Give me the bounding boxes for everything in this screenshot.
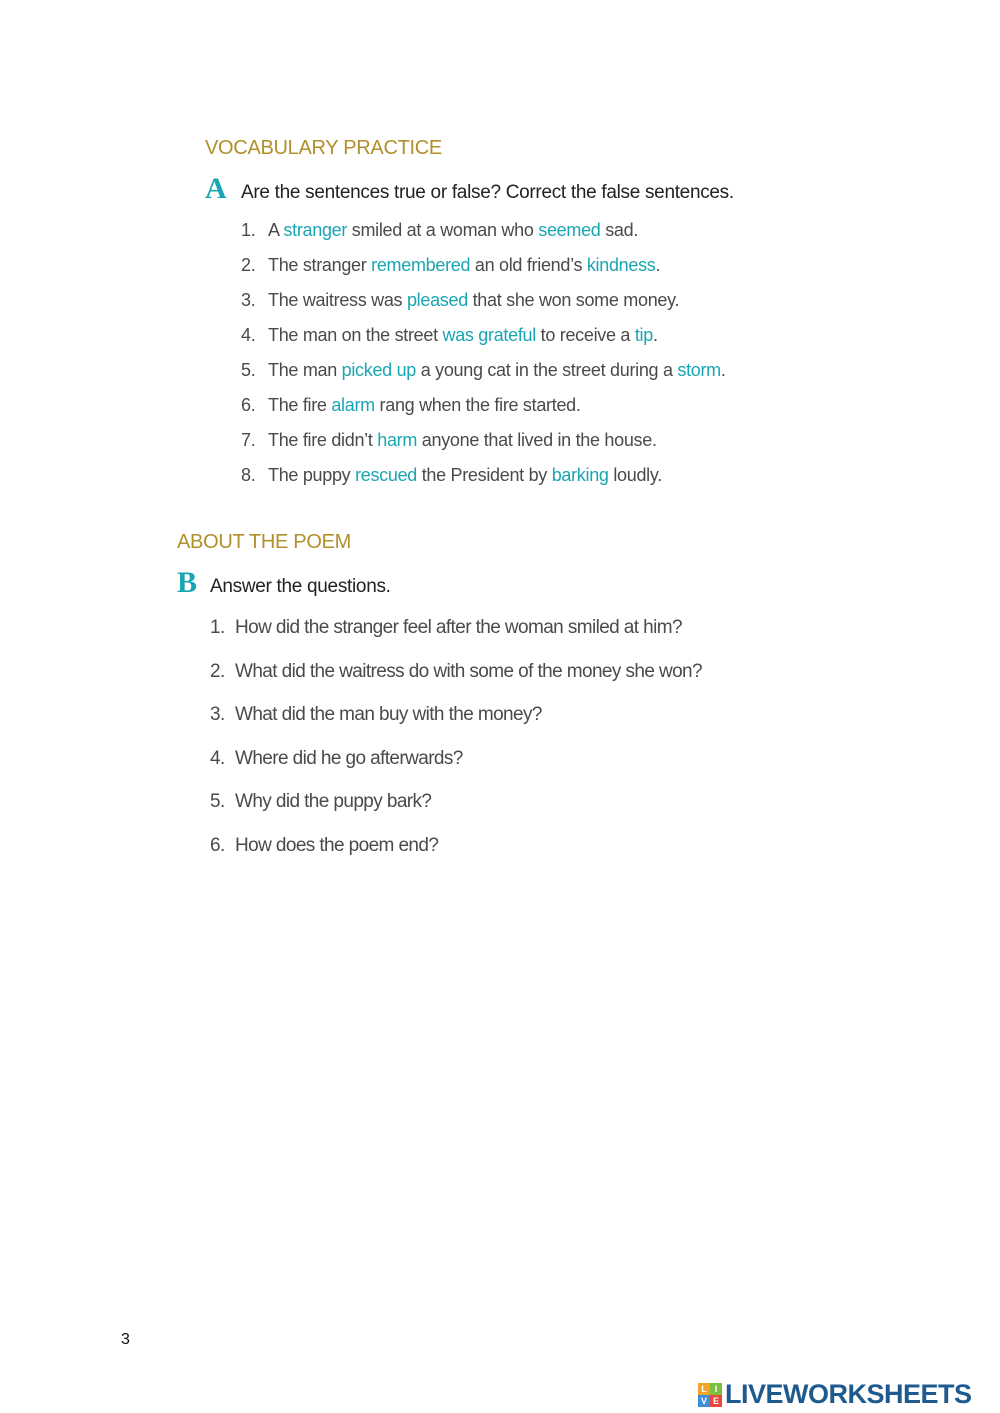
- vocabulary-word: barking: [551, 465, 609, 485]
- question-item: [210, 788, 702, 832]
- question-item: [210, 701, 702, 745]
- sentence-item: [241, 356, 734, 391]
- vocabulary-word: kindness: [586, 255, 656, 275]
- sentence-text: rang when the fire started.: [374, 395, 581, 415]
- vocabulary-word: stranger: [283, 220, 348, 240]
- vocabulary-word: was grateful: [442, 325, 536, 345]
- sentence-text: sad.: [600, 220, 639, 240]
- instruction-text: Answer the questions.: [210, 576, 391, 597]
- sentence-text: The fire didn’t: [268, 430, 378, 450]
- vocabulary-word: rescued: [355, 465, 417, 485]
- question-text: How does the poem end?: [235, 834, 439, 856]
- item-number: 8.: [241, 465, 256, 485]
- item-number: 3.: [210, 704, 225, 726]
- question-list: [210, 614, 702, 876]
- sentence-text: .: [655, 255, 661, 275]
- sentence-text: .: [720, 360, 726, 380]
- page-number: 3: [121, 1331, 130, 1348]
- question-text: Where did he go afterwards?: [235, 747, 463, 769]
- sentence-text: smiled at a woman who: [347, 220, 539, 240]
- vocabulary-word: picked up: [341, 360, 416, 380]
- vocabulary-word: remembered: [371, 255, 471, 275]
- sentence-text: a young cat in the street during a: [416, 360, 678, 380]
- section-title: VOCABULARY PRACTICE: [205, 137, 442, 159]
- sentence-text: The waitress was: [268, 290, 407, 310]
- item-number: 3.: [241, 290, 256, 310]
- section-title: ABOUT THE POEM: [177, 531, 351, 553]
- sentence-text: A: [268, 220, 284, 240]
- question-text: What did the waitress do with some of the money she won?: [235, 660, 702, 682]
- item-number: 4.: [210, 747, 225, 769]
- logo-icon: [698, 1383, 722, 1407]
- item-number: 6.: [210, 834, 225, 856]
- sentence-item: [241, 426, 734, 461]
- sentence-text: to receive a: [535, 325, 635, 345]
- item-number: 1.: [241, 220, 256, 240]
- sentence-text: the President by: [417, 465, 552, 485]
- sentence-text: an old friend’s: [470, 255, 587, 275]
- sentence-item: [241, 251, 734, 286]
- question-text: What did the man buy with the money?: [235, 704, 542, 726]
- exercise-instruction: [205, 172, 734, 206]
- vocabulary-word: pleased: [406, 290, 468, 310]
- question-text: Why did the puppy bark?: [235, 791, 432, 813]
- question-text: How did the stranger feel after the woman smiled at him?: [235, 617, 682, 638]
- sentence-text: that she won some money.: [467, 290, 680, 310]
- item-number: 7.: [241, 430, 256, 450]
- sentence-text: The puppy: [268, 465, 356, 485]
- logo-icon-tile: L: [698, 1383, 710, 1395]
- sentence-item: [241, 286, 734, 321]
- sentence-text: .: [652, 325, 658, 345]
- vocabulary-word: seemed: [538, 220, 601, 240]
- sentence-text: loudly.: [608, 465, 662, 485]
- question-item: [210, 658, 702, 702]
- item-number: 1.: [210, 617, 225, 638]
- exercise-letter: A: [205, 172, 227, 205]
- sentence-text: The fire: [268, 395, 332, 415]
- vocabulary-word: tip: [634, 325, 653, 345]
- logo-icon-tile: E: [710, 1395, 722, 1407]
- sentence-text: anyone that lived in the house.: [417, 430, 657, 450]
- item-number: 2.: [210, 660, 225, 682]
- vocabulary-word: alarm: [331, 395, 375, 415]
- sentence-item: [241, 321, 734, 356]
- item-number: 2.: [241, 255, 256, 275]
- vocabulary-word: harm: [377, 430, 418, 450]
- liveworksheets-logo: [698, 1379, 972, 1410]
- logo-icon-tile: I: [710, 1383, 722, 1395]
- sentence-item: [241, 391, 734, 426]
- sentence-item: [241, 461, 734, 496]
- sentence-list: [241, 216, 734, 496]
- sentence-text: The man: [268, 360, 342, 380]
- logo-icon-tile: V: [698, 1395, 710, 1407]
- logo-text: LIVEWORKSHEETS: [725, 1379, 972, 1409]
- item-number: 5.: [210, 791, 225, 813]
- question-item: [210, 614, 702, 658]
- vocabulary-practice-section: [205, 134, 734, 496]
- sentence-text: The man on the street: [268, 325, 443, 345]
- exercise-instruction: [177, 566, 702, 600]
- item-number: 4.: [241, 325, 256, 345]
- instruction-text: Are the sentences true or false? Correct the false sentences.: [241, 182, 734, 203]
- sentence-item: [241, 216, 734, 251]
- about-the-poem-section: [177, 528, 702, 876]
- sentence-text: The stranger: [268, 255, 372, 275]
- question-item: [210, 832, 702, 876]
- item-number: 5.: [241, 360, 256, 380]
- item-number: 6.: [241, 395, 256, 415]
- vocabulary-word: storm: [677, 360, 721, 380]
- question-item: [210, 745, 702, 789]
- exercise-letter: B: [177, 566, 198, 599]
